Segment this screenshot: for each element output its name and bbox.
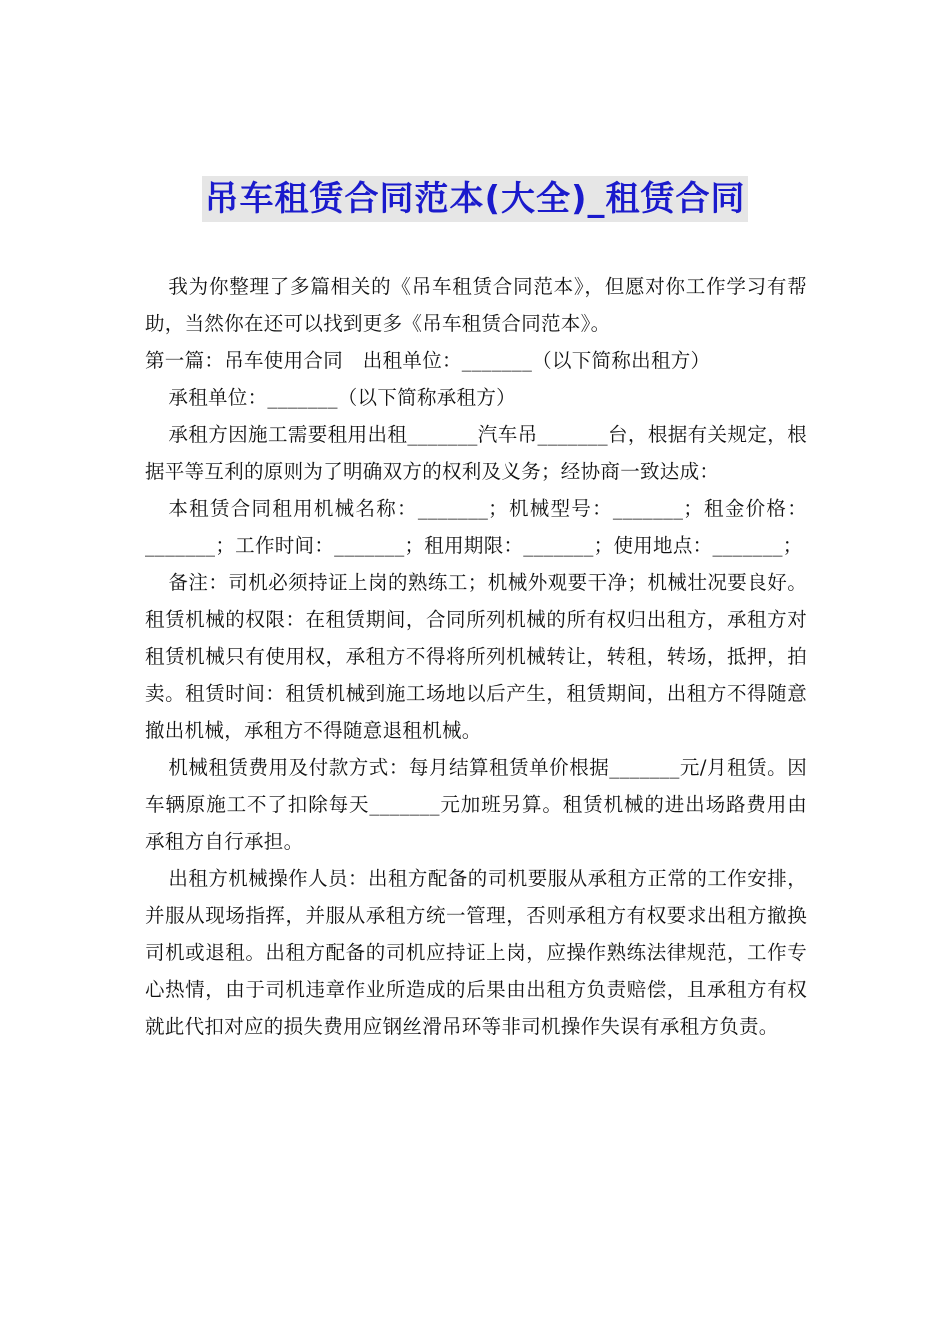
paragraph-operators: 出租方机械操作人员：出租方配备的司机要服从承租方正常的工作安排，并服从现场指挥，并服从承租方统一管理，否则承租方有权要求出租方撤换司机或退租。出租方配备的司机应持证上岗，应操作熟练法律规范，工作专心热情，由于司机违章作业所造成的后果由出租方负责赔偿，且承租方有权就此代扣对应的损失费用应钢丝滑吊环等非司机操作失误有承租方负责。	[145, 867, 807, 1038]
document-body	[145, 268, 807, 1045]
paragraph-section-one-lessor: 第一篇：吊车使用合同 出租单位：_______（以下简称出租方）	[145, 349, 711, 372]
paragraph-fees: 机械租赁费用及付款方式：每月结算租赁单价根据_______元/月租赁。因车辆原施工不了扣除每天_______元加班另算。租赁机械的进出场路费用由承租方自行承担。	[145, 756, 807, 853]
paragraph-lessee: 承租单位：_______（以下简称承租方）	[168, 386, 516, 409]
document-title: 吊车租赁合同范本(大全)_租赁合同	[202, 176, 747, 222]
paragraph-purpose: 承租方因施工需要租用出租_______汽车吊_______台，根据有关规定，根据平等互利的原则为了明确双方的权利及义务；经协商一致达成：	[145, 423, 807, 483]
paragraph-intro: 我为你整理了多篇相关的《吊车租赁合同范本》，但愿对你工作学习有帮助，当然你在还可以找到更多《吊车租赁合同范本》。	[145, 275, 807, 335]
paragraph-remarks: 备注：司机必须持证上岗的熟练工；机械外观要干净；机械壮况要良好。租赁机械的权限：在租赁期间，合同所列机械的所有权归出租方，承租方对租赁机械只有使用权，承租方不得将所列机械转让，转租，转场，抵押，拍卖。租赁时间：租赁机械到施工场地以后产生，租赁期间，出租方不得随意撤出机械，承租方不得随意退租机械。	[145, 571, 807, 742]
paragraph-machine-details: 本租赁合同租用机械名称：_______；机械型号：_______；租金价格：_______；工作时间：_______；租用期限：_______；使用地点：_______；	[145, 497, 807, 557]
title-container	[0, 176, 950, 222]
